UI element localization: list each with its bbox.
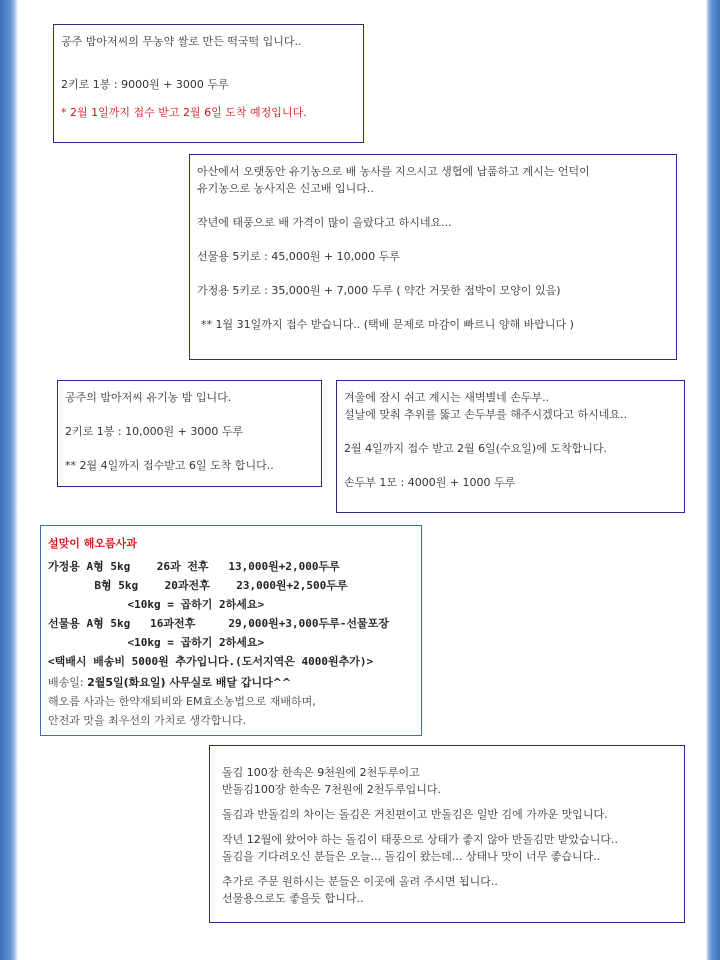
pear-description-line2: 유기농으로 농사지은 신고배 입니다.. [197, 182, 374, 195]
pear-gift-price: 선물용 5키로 : 45,000원 + 10,000 두루 [197, 250, 400, 263]
right-border-rail [706, 0, 720, 960]
tofu-notice-box [336, 380, 685, 513]
apple-gift-10kg-note: <10kg = 곱하기 2하세요> [48, 636, 265, 649]
pear-description-line1: 아산에서 오랫동안 유기농으로 배 농사를 지으시고 생협에 납품하고 계시는 언덕이 [197, 165, 590, 178]
seaweed-arrival-note: 돌김을 기다려오신 분들은 오늘... 돌김이 왔는데... 상태나 맛이 너무 좋습니다.. [222, 850, 601, 863]
chestnut-notice-box [57, 380, 322, 487]
pear-home-price: 가정용 5키로 : 35,000원 + 7,000 두루 ( 약간 거뭇한 점박이 모양이 있음) [197, 284, 561, 297]
tofu-price: 손두부 1모 : 4000원 + 1000 두루 [344, 476, 516, 489]
apple-gift-type-a: 선물용 A형 5kg 16과전후 29,000원+3,000두루-선물포장 [48, 617, 389, 630]
rice-cake-price: 2키로 1봉 : 9000원 + 3000 두루 [61, 78, 229, 91]
seaweed-gift-note: 선물용으로도 좋을듯 합니다.. [222, 892, 364, 905]
apple-delivery-label: 배송일: [48, 676, 88, 689]
tofu-description-line1: 겨울에 잠시 쉬고 계시는 새벽별네 손두부.. [344, 391, 550, 404]
rice-cake-description: 공주 밤아저씨의 무농약 쌀로 만든 떡국떡 입니다.. [61, 35, 302, 48]
apple-notice-box [40, 525, 422, 736]
apple-safety-note: 안전과 맛을 최우선의 가치로 생각합니다. [48, 714, 247, 727]
apple-home-type-b: B형 5kg 20과전후 23,000원+2,500두루 [48, 579, 348, 592]
rice-cake-notice-box [53, 24, 364, 143]
rice-cake-deadline: * 2월 1일까지 접수 받고 2월 6일 도착 예정입니다. [61, 106, 307, 119]
pear-deadline: ** 1월 31일까지 접수 받습니다.. (택배 문제로 마감이 빠르니 양해 바랍니다 ) [201, 318, 574, 331]
apple-farming-method: 해오름 사과는 한약재퇴비와 EM효소농법으로 재배하며, [48, 695, 316, 708]
apple-shipping-fee: <택배시 배송비 5000원 추가입니다.(도서지역은 4000원추가)> [48, 655, 374, 668]
apple-home-type-a: 가정용 A형 5kg 26과 전후 13,000원+2,000두루 [48, 560, 340, 573]
chestnut-description: 공주의 밤아저씨 유기농 밤 입니다. [65, 391, 232, 404]
pear-notice-box [189, 154, 677, 360]
chestnut-deadline: ** 2월 4일까지 접수받고 6일 도착 합니다.. [65, 459, 274, 472]
apple-home-10kg-note: <10kg = 곱하기 2하세요> [48, 598, 265, 611]
apple-delivery-value: 2월5일(화요일) 사무실로 배달 갑니다^^ [87, 676, 292, 689]
seaweed-difference: 돌김과 반돌김의 차이는 돌김은 거친편이고 반돌김은 일반 김에 가까운 맛입니다. [222, 808, 608, 821]
seaweed-bandolgim-price: 반돌김100장 한속은 7천원에 2천두루입니다. [222, 783, 441, 796]
chestnut-price: 2키로 1봉 : 10,000원 + 3000 두루 [65, 425, 244, 438]
seaweed-typhoon-note: 작년 12월에 왔어야 하는 돌김이 태풍으로 상태가 좋지 않아 반돌김만 받았습니다.. [222, 833, 618, 846]
pear-price-note: 작년에 태풍으로 배 가격이 많이 올랐다고 하시네요... [197, 216, 452, 229]
tofu-description-line2: 설날에 맞춰 추위를 뚫고 손두부를 해주시겠다고 하시네요.. [344, 408, 627, 421]
left-border-rail [0, 0, 18, 960]
tofu-deadline: 2월 4일까지 접수 받고 2월 6일(수요일)에 도착합니다. [344, 442, 607, 455]
seaweed-notice-box [209, 745, 685, 923]
seaweed-order-note: 추가로 주문 원하시는 분들은 이곳에 올려 주시면 됩니다.. [222, 875, 498, 888]
seaweed-dolgim-price: 돌김 100장 한속은 9천원에 2천두루이고 [222, 766, 420, 779]
apple-delivery-date [48, 673, 414, 692]
apple-title: 설맞이 해오름사과 [48, 537, 137, 550]
